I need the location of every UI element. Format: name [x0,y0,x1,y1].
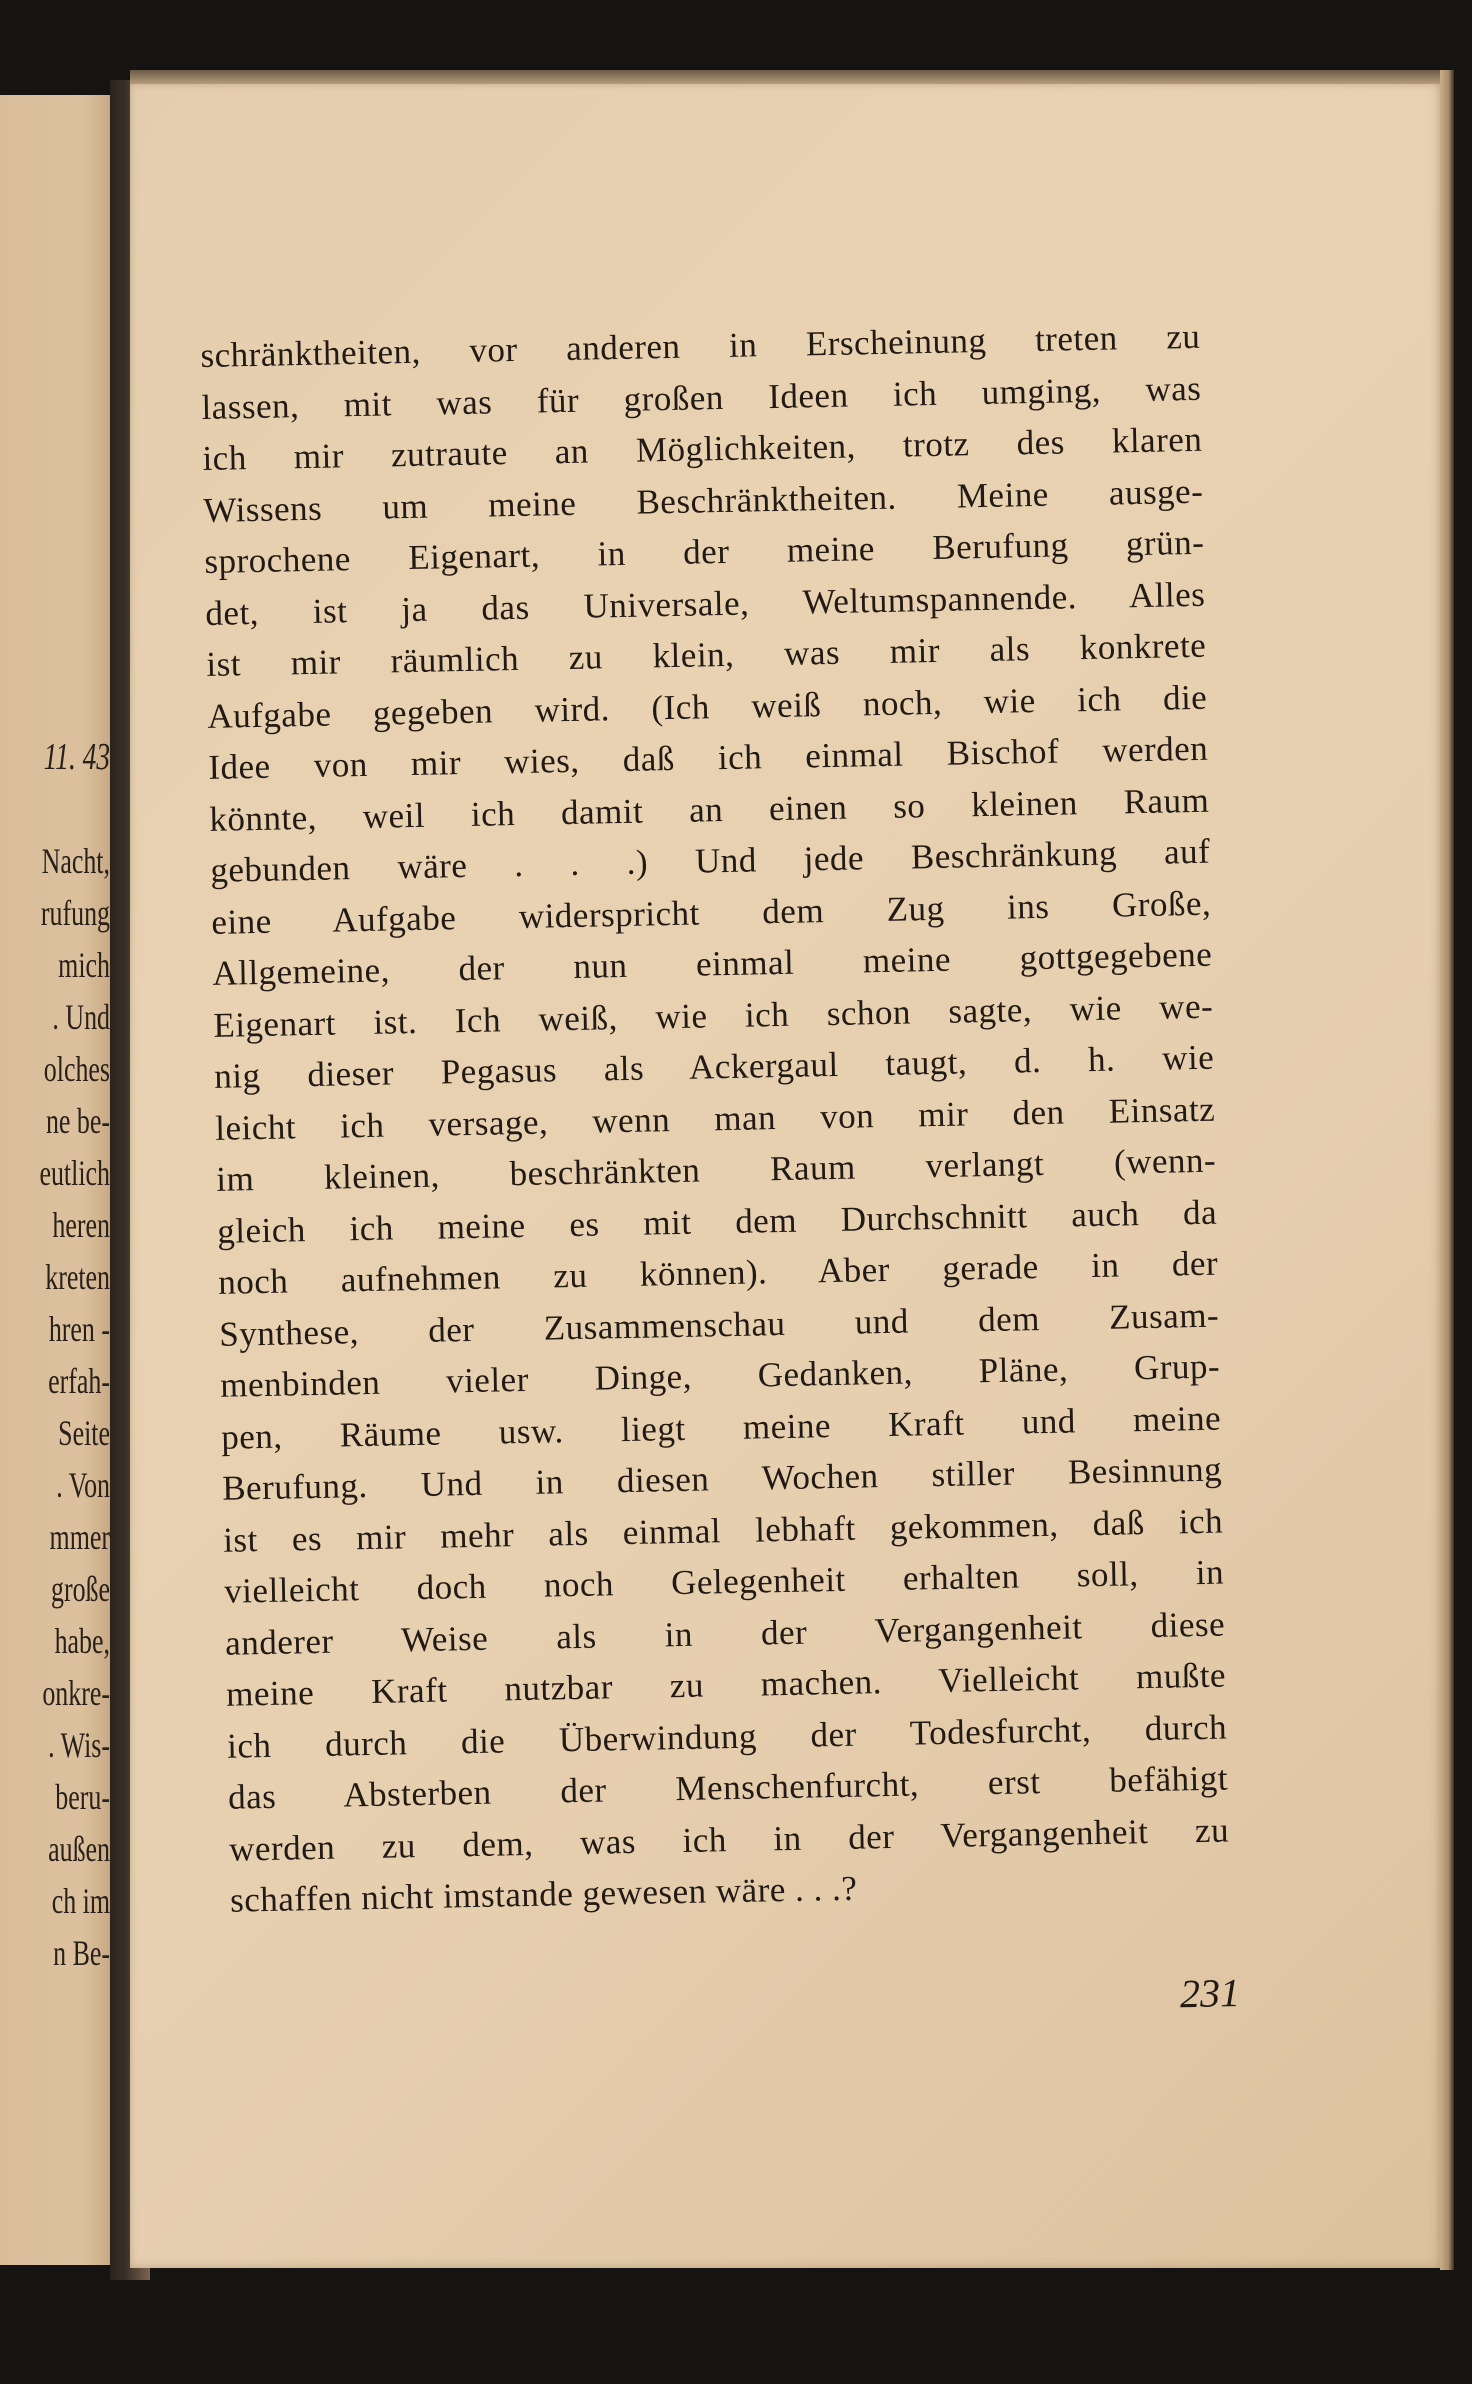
text-line: eine Aufgabe widerspricht dem Zug ins Große, [210,883,1212,942]
text-line: schränktheiten, vor anderen in Erscheinung treten zu [200,316,1201,375]
text-line: nig dieser Pegasus als Ackergaul taugt, d. h. wie [213,1037,1215,1096]
text-line: sprochene Eigenart, in der meine Berufung grün- [204,522,1205,581]
text-line: Idee von mir wies, daß ich einmal Bischof werden [208,728,1209,787]
left-line: rufung [40,893,110,933]
left-line: eutlich [39,1153,110,1193]
left-line: ch im [51,1881,110,1921]
left-line: erfah- [48,1361,110,1401]
left-line: mmer [49,1517,110,1557]
left-line: . Und [52,997,110,1037]
text-line: gleich ich meine es mit dem Durchschnitt auch da [216,1192,1218,1251]
left-line: heren [52,1205,110,1245]
text-line: ist es mir mehr als einmal lebhaft gekommen, daß ich [222,1501,1224,1560]
left-line: beru- [55,1777,110,1817]
left-line: . Von [56,1465,110,1505]
left-line: Seite [58,1413,110,1453]
text-line: schaffen nicht imstande gewesen wäre . . .? [229,1868,858,1920]
text-line: das Absterben der Menschenfurcht, erst befähigt [227,1758,1229,1817]
text-line: det, ist ja das Universale, Weltumspannende. Alles [205,574,1206,633]
left-line: . Wis- [48,1725,110,1765]
text-line: meine Kraft nutzbar zu machen. Vielleicht mußte [225,1655,1227,1714]
text-line: Allgemeine, der nun einmal meine gottgegebene [211,934,1213,993]
left-line: n Be- [53,1933,110,1973]
left-page [0,95,118,2265]
text-line: Eigenart ist. Ich weiß, wie ich schon sagte, wie we- [212,986,1214,1045]
left-line: olches [43,1049,110,1089]
text-line: leicht ich versage, wenn man von mir den Einsatz [214,1089,1216,1148]
left-page-number: 11. 43 [43,736,110,778]
text-line: werden zu dem, was ich in der Vergangenheit zu [228,1810,1230,1869]
text-line: menbinden vieler Dinge, Gedanken, Pläne, Grup- [219,1346,1221,1405]
text-line: noch aufnehmen zu können). Aber gerade in der [217,1243,1219,1302]
left-line: onkre- [42,1673,110,1713]
left-line: mich [58,945,110,985]
left-line: habe, [54,1621,110,1661]
left-line: ne be- [45,1101,110,1141]
text-line: ich mir zutraute an Möglichkeiten, trotz des klaren [202,419,1203,478]
text-line: lassen, mit was für großen Ideen ich umging, was [201,368,1202,427]
left-line: hren - [48,1309,110,1349]
text-line: vielleicht doch noch Gelegenheit erhalten soll, in [223,1552,1225,1611]
left-line: große [50,1569,110,1609]
text-line: Synthese, der Zusammenschau und dem Zusam- [218,1295,1220,1354]
text-line: pen, Räume usw. liegt meine Kraft und meine [220,1398,1222,1457]
page-top-edge [130,70,1450,84]
left-line: kreten [45,1257,110,1297]
page-side-edge [1440,70,1454,2270]
text-line: ich durch die Überwindung der Todesfurcht, durch [226,1707,1228,1766]
text-line: könnte, weil ich damit an einen so kleinen Raum [209,780,1210,839]
text-line: Wissens um meine Beschränktheiten. Meine ausge- [203,471,1204,530]
text-line: Berufung. Und in diesen Wochen stiller Besinnung [221,1449,1223,1508]
text-line: anderer Weise als in der Vergangenheit diese [224,1604,1226,1663]
left-line: außen [48,1829,110,1869]
body-text [200,311,1230,1926]
page-number: 231 [1179,1970,1241,2017]
text-line: ist mir räumlich zu klein, was mir als konkrete [206,625,1207,684]
left-line: Nacht, [41,841,110,881]
text-line: im kleinen, beschränkten Raum verlangt (wenn- [215,1140,1217,1199]
text-line: Aufgabe gegeben wird. (Ich weiß noch, wie ich die [207,677,1208,736]
text-line: gebunden wäre . . .) Und jede Beschränkung auf [210,831,1211,890]
